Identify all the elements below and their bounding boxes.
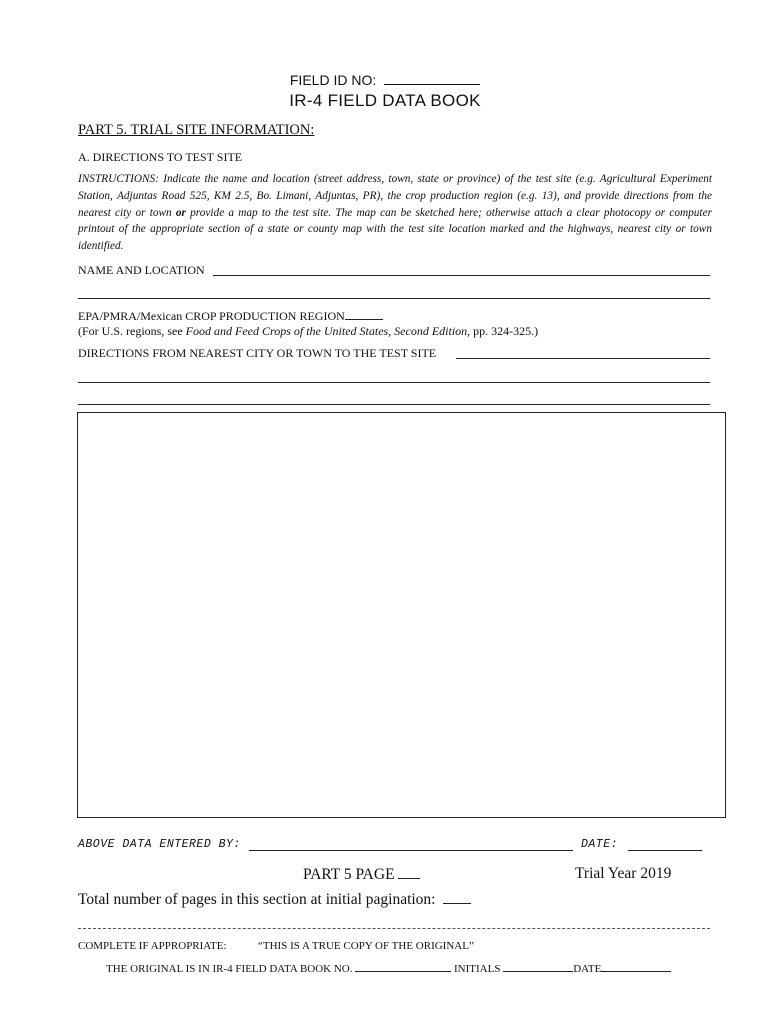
name-location-input-2[interactable] (78, 298, 710, 299)
entered-date-input[interactable] (628, 850, 702, 851)
instructions-text (78, 171, 712, 255)
field-id-input[interactable] (384, 72, 480, 85)
region-input[interactable] (345, 308, 383, 320)
total-pages-label: Total number of pages in this section at initial pagination: (78, 891, 436, 908)
region-label: EPA/PMRA/Mexican CROP PRODUCTION REGION (78, 309, 345, 323)
part-title: PART 5. TRIAL SITE INFORMATION: (78, 122, 315, 138)
page-number-line (303, 865, 420, 884)
field-id-label: FIELD ID NO: (289, 72, 377, 88)
page-label: PART 5 PAGE (303, 866, 395, 883)
name-location-input[interactable] (213, 275, 710, 276)
region-note (78, 324, 538, 339)
original-date-input[interactable] (601, 961, 671, 972)
original-date-label: DATE (573, 963, 602, 975)
initials-label: INITIALS (454, 963, 501, 975)
instructions-part-2: provide a map to the test site. The map can be sketched here; otherwise attach a clear photocopy or computer printout of the appropriate section of a state or county map with the test site location marked and the highways, nearest city or town identified. (78, 206, 712, 253)
total-pages-line (78, 890, 471, 909)
divider (78, 928, 710, 929)
instructions-or: or (175, 206, 186, 219)
page-number-input[interactable] (398, 865, 420, 879)
directions-label: DIRECTIONS FROM NEAREST CITY OR TOWN TO THE TEST SITE (78, 346, 437, 360)
map-sketch-area[interactable] (77, 412, 726, 818)
section-a-heading: A. DIRECTIONS TO TEST SITE (78, 150, 243, 164)
entered-by-input[interactable] (249, 850, 573, 851)
region-note-prefix: (For U.S. regions, see (78, 324, 186, 338)
book-number-input[interactable] (355, 961, 451, 972)
initials-input[interactable] (503, 961, 573, 972)
entered-date-label: DATE: (581, 838, 619, 851)
book-title: IR-4 FIELD DATA BOOK (289, 91, 481, 110)
region-line (78, 308, 383, 324)
original-label: THE ORIGINAL IS IN IR-4 FIELD DATA BOOK NO. (106, 963, 353, 975)
entered-by-label: ABOVE DATA ENTERED BY: (78, 838, 241, 851)
original-line (106, 961, 671, 975)
true-copy-statement: “THIS IS A TRUE COPY OF THE ORIGINAL” (258, 940, 474, 952)
region-note-suffix: , pp. 324-325.) (467, 324, 539, 338)
directions-input-2[interactable] (78, 382, 710, 383)
complete-label: COMPLETE IF APPROPRIATE: (78, 940, 227, 952)
instructions-part-1: INSTRUCTIONS: Indicate the name and location (street address, town, state or province) of the test site (e.g. Agricultural Experiment Station, Adjuntas Road 525, KM 2.5, Bo. Limani, Adjuntas, PR), the crop production region (e.g. 13), and provide directions from the nearest city or town (78, 173, 712, 219)
field-id-line (0, 72, 770, 88)
directions-input-3[interactable] (78, 404, 710, 405)
total-pages-input[interactable] (443, 890, 471, 904)
directions-input[interactable] (456, 358, 710, 359)
name-location-label: NAME AND LOCATION (78, 263, 205, 277)
trial-year: Trial Year 2019 (575, 865, 672, 882)
region-note-book: Food and Feed Crops of the United States, Second Edition (185, 324, 468, 338)
